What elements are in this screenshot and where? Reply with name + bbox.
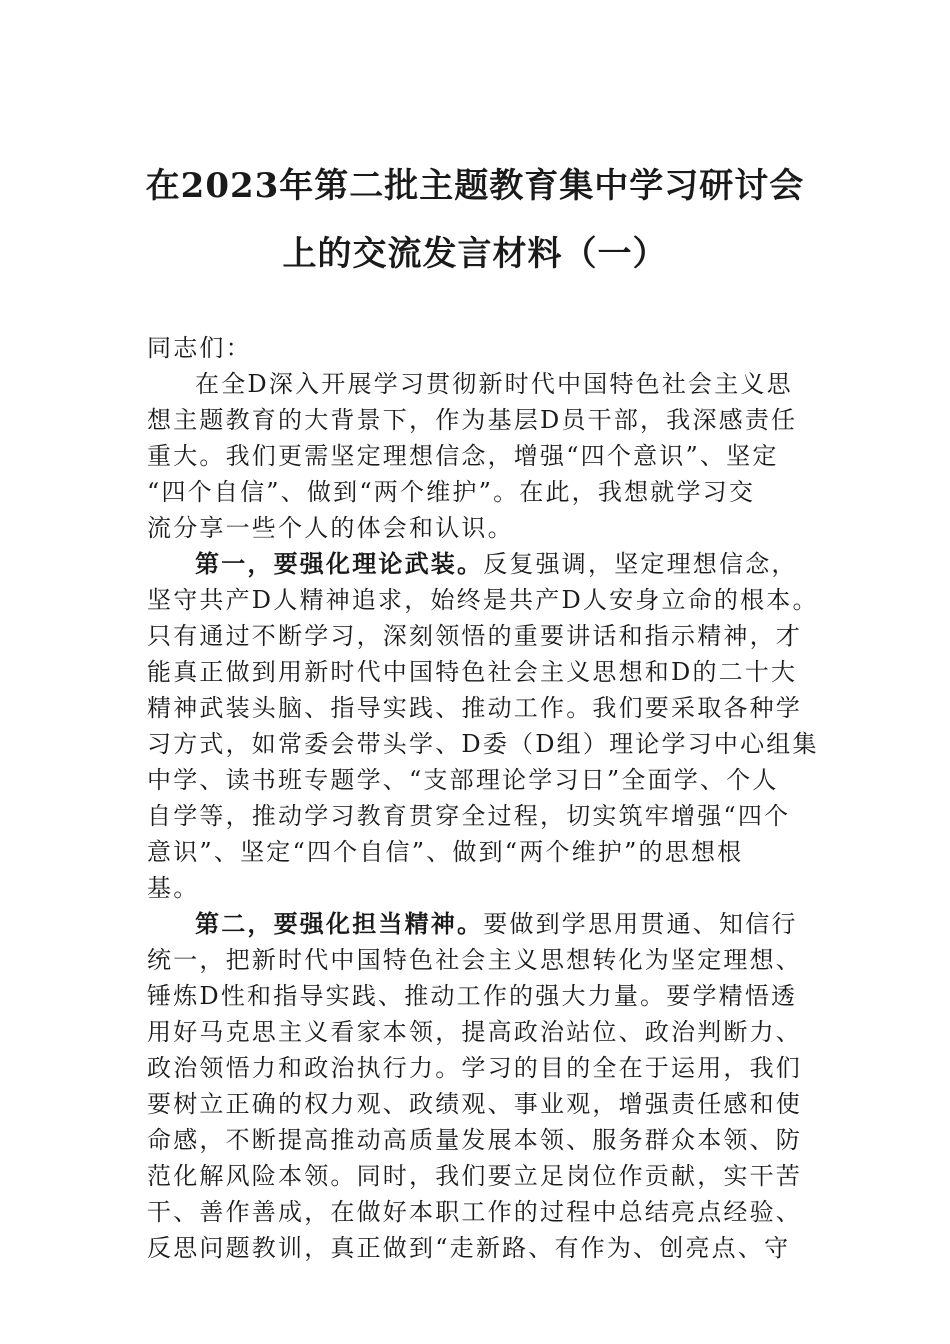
salutation: 同志们： xyxy=(147,334,252,362)
intro-line: “四个自信”、做到“两个维护”。在此，我想就学习交 xyxy=(147,478,756,506)
section-1-line: 意识”、坚定“四个自信”、做到“两个维护”的思想根 xyxy=(147,838,744,866)
section-1-line: 能真正做到用新时代中国特色社会主义思想和D的二十大 xyxy=(147,658,798,686)
section-2-line: 统一，把新时代中国特色社会主义思想转化为坚定理想、 xyxy=(147,946,802,974)
section-1-first-line xyxy=(147,546,837,582)
section-2-first-line xyxy=(147,906,837,942)
section-1-text: 反复强调，坚定理想信念， xyxy=(483,550,798,578)
section-2-line: 反思问题教训，真正做到“走新路、有作为、创亮点、守 xyxy=(147,1234,791,1262)
section-2-line: 范化解风险本领。同时，我们要立足岗位作贡献，实干苦 xyxy=(147,1162,802,1190)
document-title-line-1: 在2023年第二批主题教育集中学习研讨会 xyxy=(145,166,805,206)
section-2-heading: 第二，要强化担当精神。 xyxy=(195,909,484,938)
section-2-line: 用好马克思主义看家本领，提高政治站位、政治判断力、 xyxy=(147,1018,802,1046)
section-1-line: 坚守共产D人精神追求，始终是共产D人安身立命的根本。 xyxy=(147,586,819,614)
section-1-line: 自学等，推动学习教育贯穿全过程，切实筑牢增强“四个 xyxy=(147,802,791,830)
section-1-line: 习方式，如常委会带头学、D委（D组）理论学习中心组集 xyxy=(147,730,819,758)
intro-line: 想主题教育的大背景下，作为基层D员干部，我深感责任 xyxy=(147,406,798,434)
section-1-line: 中学、读书班专题学、“支部理论学习日”全面学、个人 xyxy=(147,766,779,794)
section-2-line: 政治领悟力和政治执行力。学习的目的全在于运用，我们 xyxy=(147,1054,802,1082)
document-body xyxy=(147,330,837,1266)
section-2-line: 要树立正确的权力观、政绩观、事业观，增强责任感和使 xyxy=(147,1090,802,1118)
section-1-line: 基。 xyxy=(147,874,200,902)
intro-line: 在全D深入开展学习贯彻新时代中国特色社会主义思 xyxy=(195,370,793,398)
section-2-line: 命感，不断提高推动高质量发展本领、服务群众本领、防 xyxy=(147,1126,802,1154)
document-title-line-2: 上的交流发言材料（一） xyxy=(282,234,668,274)
section-2-line: 干、善作善成，在做好本职工作的过程中总结亮点经验、 xyxy=(147,1198,802,1226)
section-1-line: 精神武装头脑、指导实践、推动工作。我们要采取各种学 xyxy=(147,694,802,722)
section-2-line: 锤炼D性和指导实践、推动工作的强大力量。要学精悟透 xyxy=(147,982,798,1010)
intro-line: 重大。我们更需坚定理想信念，增强“四个意识”、坚定 xyxy=(147,442,779,470)
section-1-line: 只有通过不断学习，深刻领悟的重要讲话和指示精神，才 xyxy=(147,622,802,650)
intro-line: 流分享一些个人的体会和认识。 xyxy=(147,514,514,542)
section-1-heading: 第一，要强化理论武装。 xyxy=(195,549,484,578)
section-2-text: 要做到学思用贯通、知信行 xyxy=(483,910,798,938)
